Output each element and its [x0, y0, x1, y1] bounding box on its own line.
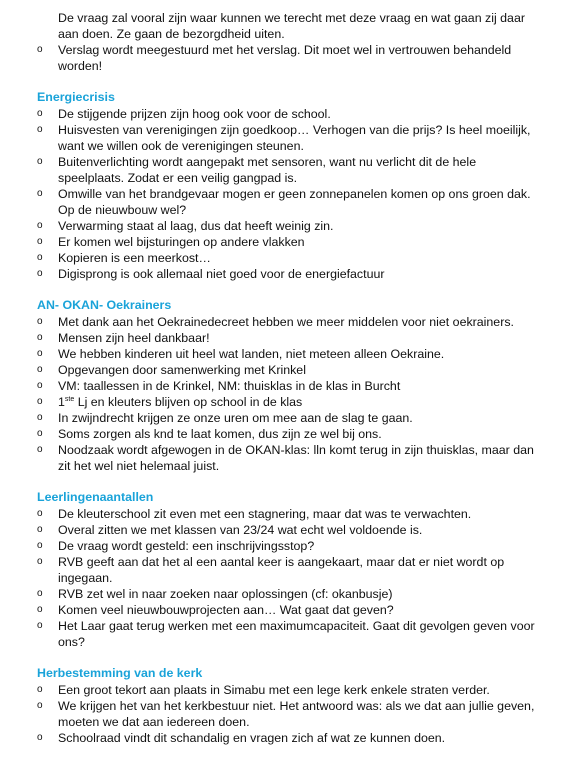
- list-item: [37, 602, 544, 618]
- bullet-icon: o: [37, 348, 43, 359]
- bullet-icon: o: [37, 396, 43, 407]
- list-item: [37, 538, 544, 554]
- section-title: Energiecrisis: [37, 90, 115, 104]
- list-item: [37, 410, 544, 426]
- list-item: [37, 522, 544, 538]
- section: [37, 89, 544, 282]
- list-item-text: RVB zet wel in naar zoeken naar oplossingen (cf: okanbusje): [58, 587, 393, 601]
- bullet-icon: o: [37, 540, 43, 551]
- bullet-icon: o: [37, 332, 43, 343]
- bullet-icon: o: [37, 236, 43, 247]
- bullet-icon: o: [37, 684, 43, 695]
- list-item-text: Met dank aan het Oekrainedecreet hebben we meer middelen voor niet oekrainers.: [58, 315, 514, 329]
- list-item-text: Verwarming staat al laag, dus dat heeft weinig zin.: [58, 219, 334, 233]
- list-item-text: Soms zorgen als knd te laat komen, dus zijn ze wel bij ons.: [58, 427, 382, 441]
- section: [37, 297, 544, 474]
- list-item: [37, 618, 544, 650]
- section: [37, 665, 544, 746]
- list-item-text: Verslag wordt meegestuurd met het verslag. Dit moet wel in vertrouwen behandeld worden!: [58, 43, 512, 73]
- section: [37, 489, 544, 650]
- list-item: [37, 106, 544, 122]
- list-item-text: Mensen zijn heel dankbaar!: [58, 331, 210, 345]
- list-item-text: In zwijndrecht krijgen ze onze uren om mee aan de slag te gaan.: [58, 411, 413, 425]
- list-item: [37, 42, 544, 74]
- list-item: [37, 266, 544, 282]
- list-item-text: Het Laar gaat terug werken met een maximumcapaciteit. Gaat dit gevolgen geven voor ons?: [58, 619, 535, 649]
- list-item-text: Digisprong is ook allemaal niet goed voor de energiefactuur: [58, 267, 385, 281]
- bullet-icon: o: [37, 44, 43, 55]
- bullet-icon: o: [37, 268, 43, 279]
- list-item: [37, 682, 544, 698]
- sections-container: [37, 89, 544, 746]
- list-item: [37, 346, 544, 362]
- bullet-icon: o: [37, 508, 43, 519]
- list-item: [37, 554, 544, 586]
- list-item-text: Noodzaak wordt afgewogen in de OKAN-klas: lln komt terug in zijn thuisklas, maar dan zit het wel niet helemaal juist.: [58, 443, 534, 473]
- list-item: [37, 730, 544, 746]
- list-item-text: We hebben kinderen uit heel wat landen, niet meteen alleen Oekraine.: [58, 347, 445, 361]
- section-list: [37, 314, 544, 474]
- list-item: [37, 506, 544, 522]
- bullet-icon: o: [37, 188, 43, 199]
- bullet-icon: o: [37, 124, 43, 135]
- list-item: [37, 426, 544, 442]
- list-item: [37, 250, 544, 266]
- list-item-text: VM: taallessen in de Krinkel, NM: thuisklas in de klas in Burcht: [58, 379, 401, 393]
- bullet-icon: o: [37, 524, 43, 535]
- list-item-text: RVB geeft aan dat het al een aantal keer is aangekaart, maar dat er niet wordt op ingegaan.: [58, 555, 505, 585]
- list-item-text: De stijgende prijzen zijn hoog ook voor de school.: [58, 107, 331, 121]
- bullet-icon: o: [37, 428, 43, 439]
- list-item: [37, 218, 544, 234]
- bullet-icon: o: [37, 604, 43, 615]
- list-item-text: Komen veel nieuwbouwprojecten aan… Wat gaat dat geven?: [58, 603, 394, 617]
- list-item: [37, 378, 544, 394]
- list-item-text: We krijgen het van het kerkbestuur niet. Het antwoord was: als we dat aan jullie geven, moeten we dat aan iedereen doen.: [58, 699, 535, 729]
- bullet-icon: o: [37, 620, 43, 631]
- bullet-icon: o: [37, 412, 43, 423]
- section-title: Leerlingenaantallen: [37, 490, 154, 504]
- list-item: [37, 154, 544, 186]
- list-item: [37, 394, 544, 410]
- bullet-icon: o: [37, 108, 43, 119]
- bullet-icon: o: [37, 252, 43, 263]
- list-item-text: Kopieren is een meerkost…: [58, 251, 211, 265]
- list-item: [37, 362, 544, 378]
- list-item: [37, 234, 544, 250]
- bullet-icon: o: [37, 380, 43, 391]
- bullet-icon: o: [37, 588, 43, 599]
- list-item-text: Buitenverlichting wordt aangepakt met sensoren, want nu verlicht dit de hele speelplaats. Zodat er een veilig gangpad is.: [58, 155, 477, 185]
- list-item: [37, 314, 544, 330]
- section-title: AN- OKAN- Oekrainers: [37, 298, 172, 312]
- list-item-text: De kleuterschool zit even met een stagnering, maar dat was te verwachten.: [58, 507, 472, 521]
- list-item-text: Schoolraad vindt dit schandalig en vragen zich af wat ze kunnen doen.: [58, 731, 446, 745]
- list-item-text: Er komen wel bijsturingen op andere vlakken: [58, 235, 305, 249]
- list-item: [37, 330, 544, 346]
- list-item-text: Huisvesten van verenigingen zijn goedkoop… Verhogen van die prijs? Is heel moeilijk, want we willen ook de verenigingen steunen.: [58, 123, 531, 153]
- list-item: [37, 186, 544, 218]
- list-item-text: De vraag wordt gesteld: een inschrijvingsstop?: [58, 539, 315, 553]
- list-item-text: Omwille van het brandgevaar mogen er geen zonnepanelen komen op ons groen dak. Op de nieuwbouw wel?: [58, 187, 531, 217]
- bullet-icon: o: [37, 156, 43, 167]
- list-item-text: 1ste Lj en kleuters blijven op school in de klas: [58, 395, 303, 409]
- list-item-text: Overal zitten we met klassen van 23/24 wat echt wel voldoende is.: [58, 523, 423, 537]
- section-list: [37, 682, 544, 746]
- bullet-icon: o: [37, 316, 43, 327]
- bullet-icon: o: [37, 732, 43, 743]
- bullet-icon: o: [37, 364, 43, 375]
- section-title: Herbestemming van de kerk: [37, 666, 203, 680]
- section-list: [37, 506, 544, 650]
- bullet-icon: o: [37, 700, 43, 711]
- list-item: [37, 586, 544, 602]
- list-item: [37, 442, 544, 474]
- bullet-icon: o: [37, 220, 43, 231]
- intro-list: [37, 42, 544, 74]
- list-item-text: Opgevangen door samenwerking met Krinkel: [58, 363, 306, 377]
- list-item: [37, 122, 544, 154]
- bullet-icon: o: [37, 444, 43, 455]
- list-item: [37, 698, 544, 730]
- bullet-icon: o: [37, 556, 43, 567]
- list-item-text: Een groot tekort aan plaats in Simabu met een lege kerk enkele straten verder.: [58, 683, 490, 697]
- section-list: [37, 106, 544, 282]
- intro-continuation: De vraag zal vooral zijn waar kunnen we terecht met deze vraag en wat gaan zij daar aan doen. Ze gaan de bezorgdheid uiten.: [58, 11, 525, 41]
